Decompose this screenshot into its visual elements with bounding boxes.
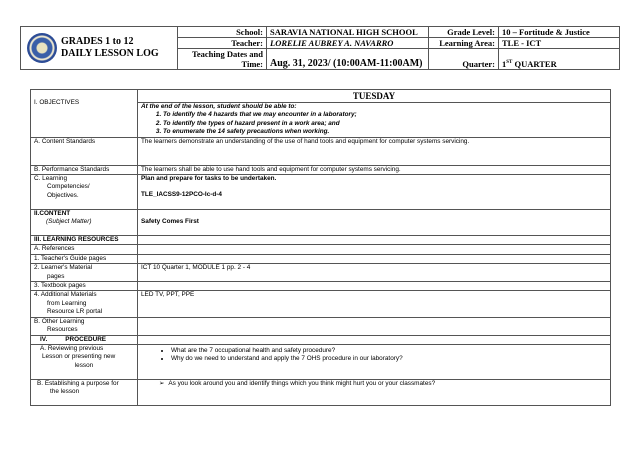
additional-materials-value: LED TV, PPT, PPE bbox=[138, 291, 611, 317]
logo-cell bbox=[21, 27, 178, 70]
references-label: A. References bbox=[31, 245, 138, 254]
teacher-label: Teacher: bbox=[178, 38, 267, 49]
purpose-value bbox=[138, 379, 611, 405]
other-resources-label: B. Other Learning Resources bbox=[31, 317, 138, 335]
resources-label: III. LEARNING RESOURCES bbox=[31, 236, 138, 245]
lesson-table bbox=[30, 89, 611, 406]
quarter-value: 1ST QUARTER bbox=[499, 49, 620, 70]
dates-label-line1: Teaching Dates and bbox=[178, 49, 267, 60]
school-value: SARAVIA NATIONAL HIGH SCHOOL bbox=[267, 27, 429, 38]
grade-value: 10 – Fortitude & Justice bbox=[499, 27, 620, 38]
competencies-label: C. Learning Competencies/ Objectives. bbox=[31, 175, 138, 210]
competencies-value: Plan and prepare for tasks to be undertaken. TLE_IACSS9-12PCO-Ic-d-4 bbox=[138, 175, 611, 210]
textbook-value bbox=[138, 282, 611, 291]
textbook-label: 3. Textbook pages bbox=[31, 282, 138, 291]
learning-area-value: TLE - ICT bbox=[499, 38, 620, 49]
dates-value: Aug. 31, 2023/ (10:00AM-11:00AM) bbox=[267, 49, 429, 70]
day-heading: TUESDAY bbox=[138, 90, 611, 103]
objective-item: 3. To enumerate the 14 safety precautions when working. bbox=[163, 128, 607, 136]
review-value bbox=[138, 344, 611, 379]
references-value bbox=[138, 245, 611, 254]
quarter-label: Quarter: bbox=[429, 49, 499, 70]
performance-standards-value: The learners shall be able to use hand tools and equipment for computer systems servicing. bbox=[138, 165, 611, 174]
school-label: School: bbox=[178, 27, 267, 38]
review-item: • Why do we need to understand and apply the 7 OHS procedure in our laboratory? bbox=[171, 355, 607, 363]
performance-standards-label: B. Performance Standards bbox=[31, 165, 138, 174]
objectives-list bbox=[141, 111, 607, 136]
objectives-intro: At the end of the lesson, student should be able to: bbox=[141, 103, 297, 110]
additional-materials-label: 4. Additional Materials from Learning Resource LR portal bbox=[31, 291, 138, 317]
objectives-label: I. OBJECTIVES bbox=[31, 90, 138, 138]
purpose-item: ➢ As you look around you and identify things which you think might hurt you or your classmates? bbox=[171, 380, 607, 388]
dates-label-line2: Time: bbox=[178, 59, 267, 70]
objectives-cell bbox=[138, 103, 611, 138]
content-standards-value: The learners demonstrate an understanding of the use of hand tools and equipment for computer systems servicing. bbox=[138, 137, 611, 165]
header-table bbox=[20, 26, 620, 70]
review-item: • What are the 7 occupational health and safety procedure? bbox=[171, 347, 607, 355]
teacher-value: LORELIE AUBREY A. NAVARRO bbox=[267, 38, 429, 49]
objective-item: 1. To identify the 4 hazards that we may encounter in a laboratory; bbox=[163, 111, 607, 119]
review-list bbox=[141, 347, 607, 364]
resources-value bbox=[138, 236, 611, 245]
learning-area-label: Learning Area: bbox=[429, 38, 499, 49]
procedure-value bbox=[138, 335, 611, 344]
learners-material-label: 2. Learner's Material pages bbox=[31, 264, 138, 282]
teachers-guide-label: 1. Teacher's Guide pages bbox=[31, 254, 138, 263]
purpose-label: B. Establishing a purpose for the lesson bbox=[31, 379, 138, 405]
teachers-guide-value bbox=[138, 254, 611, 263]
content-label: II.CONTENT (Subject Matter) bbox=[31, 210, 138, 236]
deped-seal-icon bbox=[27, 33, 57, 63]
procedure-label: IV. PROCEDURE bbox=[31, 335, 138, 344]
purpose-list bbox=[141, 380, 607, 388]
objective-item: 2. To identify the types of hazard present in a work area; and bbox=[163, 120, 607, 128]
content-standards-label: A. Content Standards bbox=[31, 137, 138, 165]
learners-material-value: ICT 10 Quarter 1, MODULE 1 pp. 2 - 4 bbox=[138, 264, 611, 282]
review-label: A. Reviewing previous Lesson or presenting new lesson bbox=[31, 344, 138, 379]
other-resources-value bbox=[138, 317, 611, 335]
grade-label: Grade Level: bbox=[429, 27, 499, 38]
content-value: Safety Comes First bbox=[138, 210, 611, 236]
form-title: GRADES 1 to 12 DAILY LESSON LOG bbox=[61, 36, 159, 59]
